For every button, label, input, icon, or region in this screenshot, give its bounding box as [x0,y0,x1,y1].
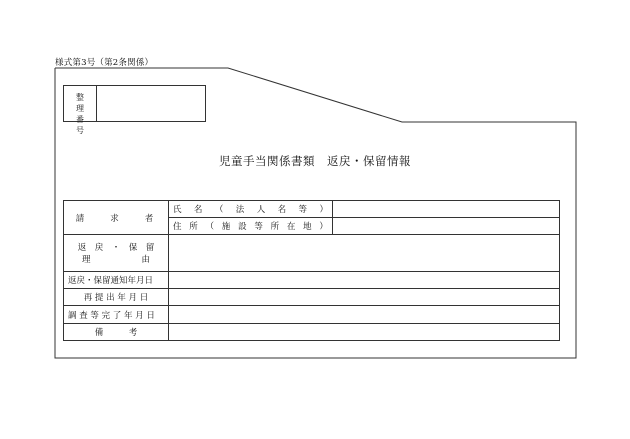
label-char: 等 [298,205,308,216]
seiri-bango-label: 整 理 番 号 [64,86,97,121]
label-char: （ [205,222,215,233]
label-char: 住 [173,222,182,233]
label-char: （ [214,205,224,216]
document-title: 児童手当関係書類 返戻・保留情報 [219,154,411,168]
label-char: ） [319,222,328,233]
riyu-value [169,235,560,272]
label-char: 所 [270,222,280,233]
label-char: 法 [235,205,245,216]
label-char: 氏 [173,205,182,216]
label-char: 人 [256,205,266,216]
chosa-date-label: 調 査 等 完 了 年 月 日 [64,306,169,323]
form-number-label: 様式第3号（第2条関係） [55,58,154,68]
tsuchi-date-value [169,271,560,288]
biko-value [169,323,560,340]
label-char: 設 [238,222,247,233]
saiteishutsu-date-label: 再 提 出 年 月 日 [64,289,169,306]
riyu-label: 返 戻 ・ 保 留 理 由 [64,235,169,272]
label-char: 在 [286,222,296,233]
label-char: ） [319,205,328,216]
label-char: 地 [303,222,312,233]
seikyusha-label: 請 求 者 [64,201,169,235]
label-char: 名 [193,205,203,216]
shimei-label [169,201,333,218]
label-char: 施 [221,222,231,233]
saiteishutsu-date-value [169,289,560,306]
jusho-label [169,218,333,235]
label-char: 所 [189,222,198,233]
label-char: 名 [277,205,287,216]
label-char: 等 [254,222,263,233]
info-table [63,200,560,341]
shimei-value [333,201,560,218]
jusho-value [333,218,560,235]
chosa-date-value [169,306,560,323]
seiri-bango-box [63,85,206,135]
tsuchi-date-label: 返戻・保留通知年月日 [64,271,169,288]
biko-label: 備 考 [64,323,169,340]
